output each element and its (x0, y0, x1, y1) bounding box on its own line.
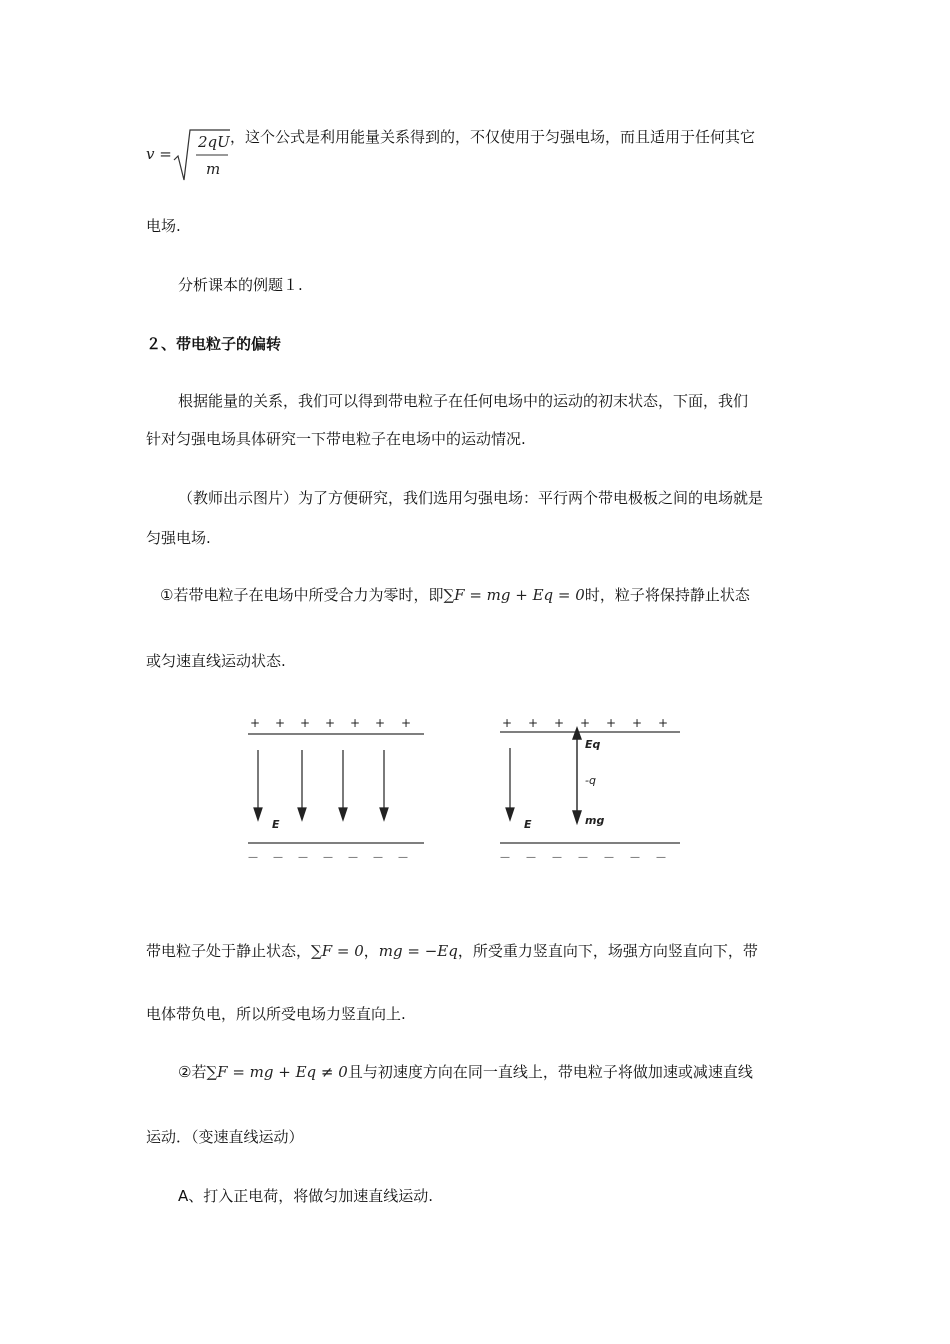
formula-v-denominator: m (206, 160, 221, 178)
paragraph-4-line2: 匀强电场. (146, 529, 211, 547)
right-field-label: E (524, 818, 532, 831)
field-arrow (380, 808, 388, 820)
paragraph-7-line2: 运动．（变速直线运动） (146, 1128, 304, 1146)
plus-sign: + (401, 716, 412, 730)
field-arrow (254, 808, 262, 820)
field-arrow (506, 808, 514, 820)
paragraph-6-line1 (146, 940, 758, 961)
paragraph-5-pre: ①若带电粒子在电场中所受合力为零时，即 (160, 586, 444, 604)
plus-sign: + (606, 716, 617, 730)
force-down-label: mg (585, 814, 605, 827)
minus-sign: — (248, 852, 258, 863)
minus-sign: — (348, 852, 358, 863)
minus-sign: — (398, 852, 408, 863)
paragraph-6-pre: 带电粒子处于静止状态， (146, 942, 312, 960)
minus-sign: — (578, 852, 588, 863)
paragraph-5-post: 时，粒子将保持静止状态 (584, 586, 750, 604)
plus-sign: + (250, 716, 261, 730)
minus-sign: — (630, 852, 640, 863)
paragraph-1-line2: 电场. (146, 217, 181, 235)
field-diagram (240, 710, 690, 870)
minus-sign: — (273, 852, 283, 863)
formula-net-force-nonzero: ∑F = mg + Eq ≠ 0 (206, 1063, 348, 1081)
section-heading: ２、带电粒子的偏转 (146, 335, 282, 353)
paragraph-3-line1: 根据能量的关系，我们可以得到带电粒子在任何电场中的运动的初末状态，下面，我们 (178, 392, 749, 410)
right-plate-plus-signs (502, 716, 668, 730)
paragraph-8: A、打入正电荷，将做匀加速直线运动. (178, 1187, 434, 1205)
plus-sign: + (580, 716, 591, 730)
minus-sign: — (526, 852, 536, 863)
charge-label: -q (585, 774, 596, 787)
formula-sum-zero: ∑F = 0 (311, 942, 364, 960)
plus-sign: + (300, 716, 311, 730)
minus-sign: — (552, 852, 562, 863)
paragraph-7-post: 且与初速度方向在同一直线上，带电粒子将做加速或减速直线 (347, 1063, 753, 1081)
minus-sign: — (323, 852, 333, 863)
minus-sign: — (500, 852, 510, 863)
paragraph-7-line1 (178, 1061, 753, 1082)
mg-arrow-head (573, 811, 581, 823)
formula-mg-eq: mg = −Eq (378, 942, 458, 960)
paragraph-3-line2: 针对匀强电场具体研究一下带电粒子在电场中的运动情况. (146, 430, 526, 448)
minus-sign: — (604, 852, 614, 863)
paragraph-1-tail: ，这个公式是利用能量关系得到的，不仅使用于匀强电场，而且适用于任何其它 (230, 128, 756, 146)
left-plate-minus-signs (248, 852, 408, 863)
paragraph-4-line1: （教师出示图片）为了方便研究，我们选用匀强电场：平行两个带电极板之间的电场就是 (178, 489, 764, 507)
left-field-label: E (272, 818, 280, 831)
minus-sign: — (656, 852, 666, 863)
paragraph-6-sep: ， (363, 942, 379, 960)
formula-net-force-zero: ∑F = mg + Eq = 0 (443, 586, 585, 604)
right-field-arrows (506, 748, 514, 820)
left-plate-plus-signs (250, 716, 411, 730)
left-field-arrows (254, 750, 388, 820)
paragraph-7-pre: ②若 (178, 1063, 207, 1081)
paragraph-2: 分析课本的例题１. (178, 276, 303, 294)
plus-sign: + (325, 716, 336, 730)
plus-sign: + (554, 716, 565, 730)
formula-v-lhs: v = (146, 145, 172, 163)
minus-sign: — (373, 852, 383, 863)
plus-sign: + (502, 716, 513, 730)
paragraph-6-post: ，所受重力竖直向下，场强方向竖直向下，带 (457, 942, 758, 960)
plus-sign: + (632, 716, 643, 730)
minus-sign: — (298, 852, 308, 863)
paragraph-6-line2: 电体带负电，所以所受电场力竖直向上. (146, 1005, 406, 1023)
force-up-label: Eq (585, 738, 601, 751)
field-arrow (339, 808, 347, 820)
plus-sign: + (375, 716, 386, 730)
plus-sign: + (275, 716, 286, 730)
formula-v-numerator: 2qU (198, 133, 230, 151)
force-arrows (573, 728, 581, 823)
plus-sign: + (658, 716, 669, 730)
field-arrow (298, 808, 306, 820)
paragraph-5-line2: 或匀速直线运动状态. (146, 652, 286, 670)
plus-sign: + (528, 716, 539, 730)
right-plate-minus-signs (500, 852, 666, 863)
paragraph-5-line1 (160, 584, 750, 605)
plus-sign: + (350, 716, 361, 730)
